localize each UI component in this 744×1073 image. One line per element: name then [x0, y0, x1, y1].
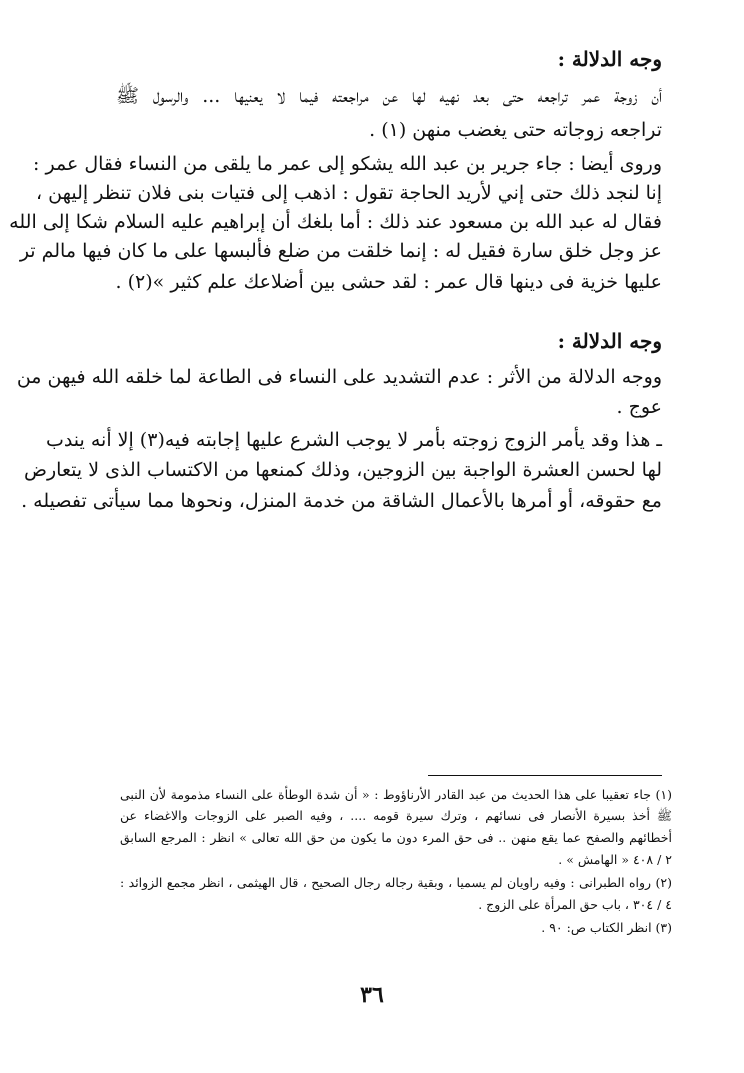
footnote-separator: [428, 775, 662, 776]
paragraph-line: تراجعه زوجاته حتى يغضب منهن (١) .: [369, 119, 662, 141]
paragraph-line: إنا لنجد ذلك حتى إني لأريد الحاجة تقول : اذهب إلى فتيات بنى فلان تنظر إليهن ،: [36, 182, 662, 204]
paragraph-line: لها لحسن العشرة الواجبة بين الزوجين، وذلك كمنعها من الاكتساب الذى لا يتعارض: [24, 459, 662, 481]
footnote-line: ﷺ أخذ بسيرة الأنصار فى نسائهم ، وترك سيرة قومه .... ، وفيه الصبر على الزوجات والاغضاء عن: [120, 808, 672, 823]
footnote-line: (٣) انظر الكتاب ص: ٩٠ .: [541, 920, 672, 935]
paragraph-line: وروى أيضا : جاء جرير بن عبد الله يشكو إلى عمر ما يلقى من النساء فقال عمر :: [33, 153, 662, 175]
paragraph-line: فقال له عبد الله بن مسعود عند ذلك : أما بلغك أن إبراهيم عليه السلام شكا إلى الله: [9, 211, 662, 233]
footnote-line: ٢ / ٤٠٨ « الهامش » .: [558, 852, 672, 867]
paragraph-line: عز وجل خلق سارة فقيل له : إنما خلقت من ضلع فألبسها على ما كان فيها مالم تر: [19, 240, 662, 262]
section-heading-1: وجه الدلالة :: [557, 47, 662, 71]
paragraph-line: ووجه الدلالة من الأثر : عدم التشديد على النساء فى الطاعة لما خلقه الله فيهن من: [16, 366, 662, 388]
paragraph-line: مع حقوقه، أو أمرها بالأعمال الشاقة من خدمة المنزل، ونحوها مما سيأتى تفصيله .: [21, 490, 662, 512]
paragraph-line: أن زوجة عمر تراجعه حتى بعد نهيه لها عن مراجعته فيما لا يعنيها ... والرسول ﷺ: [116, 85, 662, 107]
footnote-line: (١) جاء تعقيبا على هذا الحديث من عبد القادر الأرناؤوط : « أن شدة الوطأة على النساء مذمومة لأن النبى: [120, 787, 672, 802]
paragraph-line: عوج .: [616, 396, 662, 418]
footnote-line: (٢) رواه الطبرانى : وفيه راويان لم يسميا ، وبقية رجاله رجال الصحيح ، قال الهيثمى ، انظر مجمع الزوائد :: [120, 875, 672, 890]
footnote-line: أخطائهم والصفح عما يقع منهن .. فى حق المرء دون ما يكون من حق الله تعالى » انظر : المرجع السابق: [120, 830, 672, 845]
paragraph-line: ـ هذا وقد يأمر الزوج زوجته بأمر لا يوجب الشرع عليها إجابته فيه(٣) إلا أنه يندب: [45, 429, 662, 451]
footnote-line: ٤ / ٣٠٤ ، باب حق المرأة على الزوج .: [478, 897, 672, 912]
page-number: ٣٦: [360, 982, 384, 1008]
section-heading-2: وجه الدلالة :: [557, 329, 662, 353]
paragraph-line: عليها خزية فى دينها قال عمر : لقد حشى بين أضلاعك علم كثير »(٢) .: [115, 271, 662, 293]
